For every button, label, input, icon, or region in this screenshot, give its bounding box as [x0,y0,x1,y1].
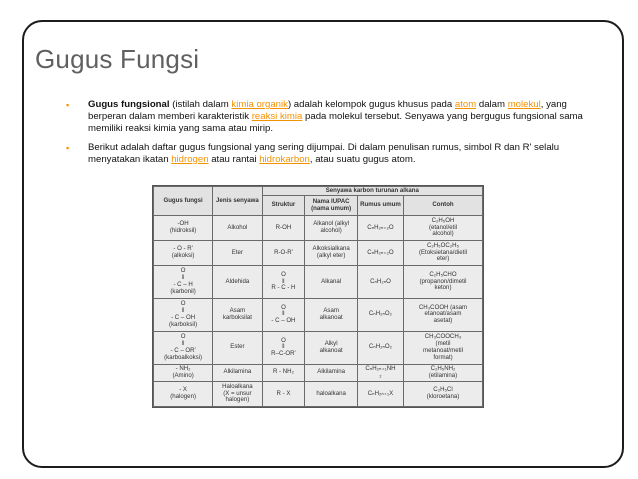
bullet-text: ) adalah kelompok gugus khusus pada [287,99,455,110]
cell-text: R-O-R' [274,248,293,256]
cell-gugus [154,381,213,406]
bullet-text: , yang berperan dalam memberi karakteristik [88,99,567,123]
bullet-item [66,142,601,166]
table-body [154,216,483,407]
cell-text: - X [179,386,187,394]
cell-text: Alkyl [324,339,338,347]
table [153,186,483,407]
slide-title: Gugus Fungsi [35,44,200,74]
cell-rumus [357,331,403,364]
cell-text: CₙH₂ₙO₂ [368,310,393,318]
header-rumus: Rumus umum [357,196,403,216]
cell-struktur [262,216,305,241]
header-contoh: Contoh [404,196,483,216]
cell-text: (Etoksietana/dietil [418,248,468,256]
cell-text: CₙH₂ₙO₂ [368,343,393,351]
cell-iupac [305,381,358,406]
cell-gugus [154,241,213,266]
cell-gugus [154,364,213,381]
bullet-text: , atau suatu gugus atom. [309,153,416,165]
cell-text: C₂H₅NH₂ [430,364,456,372]
cell-text: ‖ [181,339,185,347]
cell-text: Asam [229,307,246,315]
cell-text: asetat) [433,317,453,325]
table-row [154,381,483,406]
table-row [154,364,483,381]
cell-text: haloalkana [316,389,346,397]
cell-text: (Amino) [172,371,194,379]
cell-text: - C – OH [271,317,296,325]
cell-text: O [281,303,286,311]
cell-text: (halogen) [170,392,196,400]
cell-text: R–C-OR' [271,350,296,358]
cell-text: R-OH [275,223,292,231]
cell-text: - O - R' [173,245,193,253]
bullet-text: dalam [476,99,508,110]
cell-text: (etanol/etil [428,223,458,231]
cell-text: alkanoat [319,346,343,354]
cell-text: alcohol) [320,227,342,234]
cell-text: karboksilat [222,313,252,321]
link-atom[interactable]: atom [454,99,477,110]
table-row [154,298,483,331]
cell-text: eter) [436,255,450,263]
cell-rumus [357,216,403,241]
cell-text: CH₃COOH (asam [418,303,468,311]
functional-group-table [152,185,484,408]
cell-iupac [305,298,358,331]
cell-contoh [404,216,483,241]
cell-struktur [262,364,305,381]
cell-text: keton) [434,284,452,292]
cell-text: R - C - H [271,284,296,292]
cell-text: Alkilamina [223,368,252,376]
cell-text: metanoat/metil [423,346,463,354]
bullet-icon: ▪ [66,100,70,110]
cell-text: O [281,270,286,278]
cell-text: C₂H₅Cl [433,386,453,394]
bullet-text: Berikut adalah daftar gugus fungsional yang sering dijumpai. Di dalam penulisan rumus, simbol R dan R' selalu menyatakan ikatan [88,141,560,165]
link-hidrogen[interactable]: hidrogen [171,153,209,165]
cell-text: CₙH₂ₙ₊₁X [367,389,394,397]
cell-gugus [154,298,213,331]
cell-text: (metil [435,339,451,347]
header-jenis-senyawa: Jenis senyawa [213,187,262,216]
cell-text: ‖ [282,277,285,285]
cell-text: -OH [177,220,189,228]
cell-rumus [357,298,403,331]
cell-text: R - X [276,389,291,397]
cell-contoh [404,298,483,331]
cell-text: ‖ [181,307,185,315]
cell-rumus [357,266,403,299]
cell-text: (alkoksi) [171,252,195,259]
cell-iupac [305,241,358,266]
cell-text: CₙH₂ₙ₊₁NH [365,364,396,372]
cell-text: (hidroksil) [169,227,197,234]
bullet-item [66,99,601,136]
cell-text: ₂ [379,371,382,379]
cell-text: etanoat/asam [424,310,462,318]
cell-jenis [213,298,262,331]
bullet-icon: ▪ [66,142,70,153]
cell-text: ‖ [282,310,285,318]
cell-text: (kloroetana) [426,392,460,400]
cell-text: O [281,336,286,344]
cell-jenis [213,241,262,266]
table-row [154,216,483,241]
cell-text: (karbonil) [170,287,196,295]
cell-iupac [305,331,358,364]
cell-text: Alkanol (alkyl [313,220,350,228]
cell-struktur [262,241,305,266]
cell-jenis [213,364,262,381]
cell-struktur [262,331,305,364]
cell-contoh [404,331,483,364]
cell-text: alcohol) [432,230,454,238]
link-reaksi-kimia[interactable]: reaksi kimia [251,111,303,123]
cell-text: O [180,267,186,275]
table-row [154,266,483,299]
link-kimia-organik[interactable]: kimia organik [231,99,288,110]
bullet-list [66,99,601,172]
cell-text: - NH₂ [175,364,191,372]
cell-text: Haloalkana [222,382,253,390]
cell-text: O [180,300,186,308]
cell-text: alkanoat [319,313,343,321]
cell-text: (karboalkoksi) [164,353,203,361]
bullet-text: (istilah dalam [169,99,232,110]
cell-text: format) [433,353,453,361]
table-row [154,241,483,266]
cell-contoh [404,241,483,266]
cell-text: Alkilamina [317,368,346,376]
cell-text: Ester [230,343,245,351]
bullet-text: atau rantai [208,153,260,165]
cell-jenis [213,216,262,241]
cell-struktur [262,266,305,299]
cell-text: C₂H₅OC₂H₅ [427,241,459,249]
cell-gugus [154,216,213,241]
cell-text: ‖ [282,343,285,351]
cell-rumus [357,241,403,266]
cell-gugus [154,331,213,364]
cell-text: R - NH₂ [272,368,294,376]
cell-text: halogen) [225,396,250,404]
cell-text: Alkoksialkana [312,245,350,253]
cell-jenis [213,266,262,299]
cell-text: Alkanal [321,277,342,285]
header-group: Senyawa karbon turunan alkana [262,187,482,196]
link-hidrokarbon[interactable]: hidrokarbon [259,153,310,165]
cell-text: (propanon/dimetil [419,277,467,285]
cell-struktur [262,298,305,331]
cell-text: (karboksil) [169,320,198,328]
cell-text: CₙH₂ₙ₊₂O [367,223,394,231]
cell-struktur [262,381,305,406]
cell-contoh [404,266,483,299]
cell-rumus [357,381,403,406]
cell-text: CₙH₂ₙO [370,277,391,285]
cell-text: C₂H₅OH [431,216,455,224]
header-iupac: Nama IUPAC (nama umum) [305,196,358,216]
cell-gugus [154,266,213,299]
cell-iupac [305,364,358,381]
bullet-bold-term: Gugus fungsional [88,99,170,110]
cell-contoh [404,381,483,406]
cell-text: Asam [323,307,339,315]
cell-text: CH₃COOCH₃ [424,333,462,341]
link-molekul[interactable]: molekul [507,99,541,110]
header-gugus-fungsi: Gugus fungsi [154,187,213,216]
cell-text: (X = unsur [223,389,252,397]
cell-text: C₂H₅CHO [429,270,457,278]
header-struktur: Struktur [262,196,305,216]
cell-iupac [305,266,358,299]
cell-text: - C – H [173,280,193,288]
cell-text: (alkyl eter) [316,252,346,259]
bullet-text: pada molekul tersebut. Senyawa yang bergugus fungsional sama memiliki reaksi kimia yang sama atau mirip. [88,111,583,135]
cell-text: - C – OH [171,313,196,321]
cell-text: ‖ [181,274,185,282]
cell-contoh [404,364,483,381]
cell-iupac [305,216,358,241]
cell-text: Eter [231,248,243,256]
cell-rumus [357,364,403,381]
cell-text: - C – OR' [170,346,196,354]
cell-text: CₙH₂ₙ₊₂O [367,248,394,256]
cell-text: Aldehida [225,277,250,285]
table-row [154,331,483,364]
cell-text: Alkohol [227,223,248,231]
cell-text: O [180,333,186,341]
cell-jenis [213,331,262,364]
cell-jenis [213,381,262,406]
cell-text: (etilamina) [428,371,458,379]
